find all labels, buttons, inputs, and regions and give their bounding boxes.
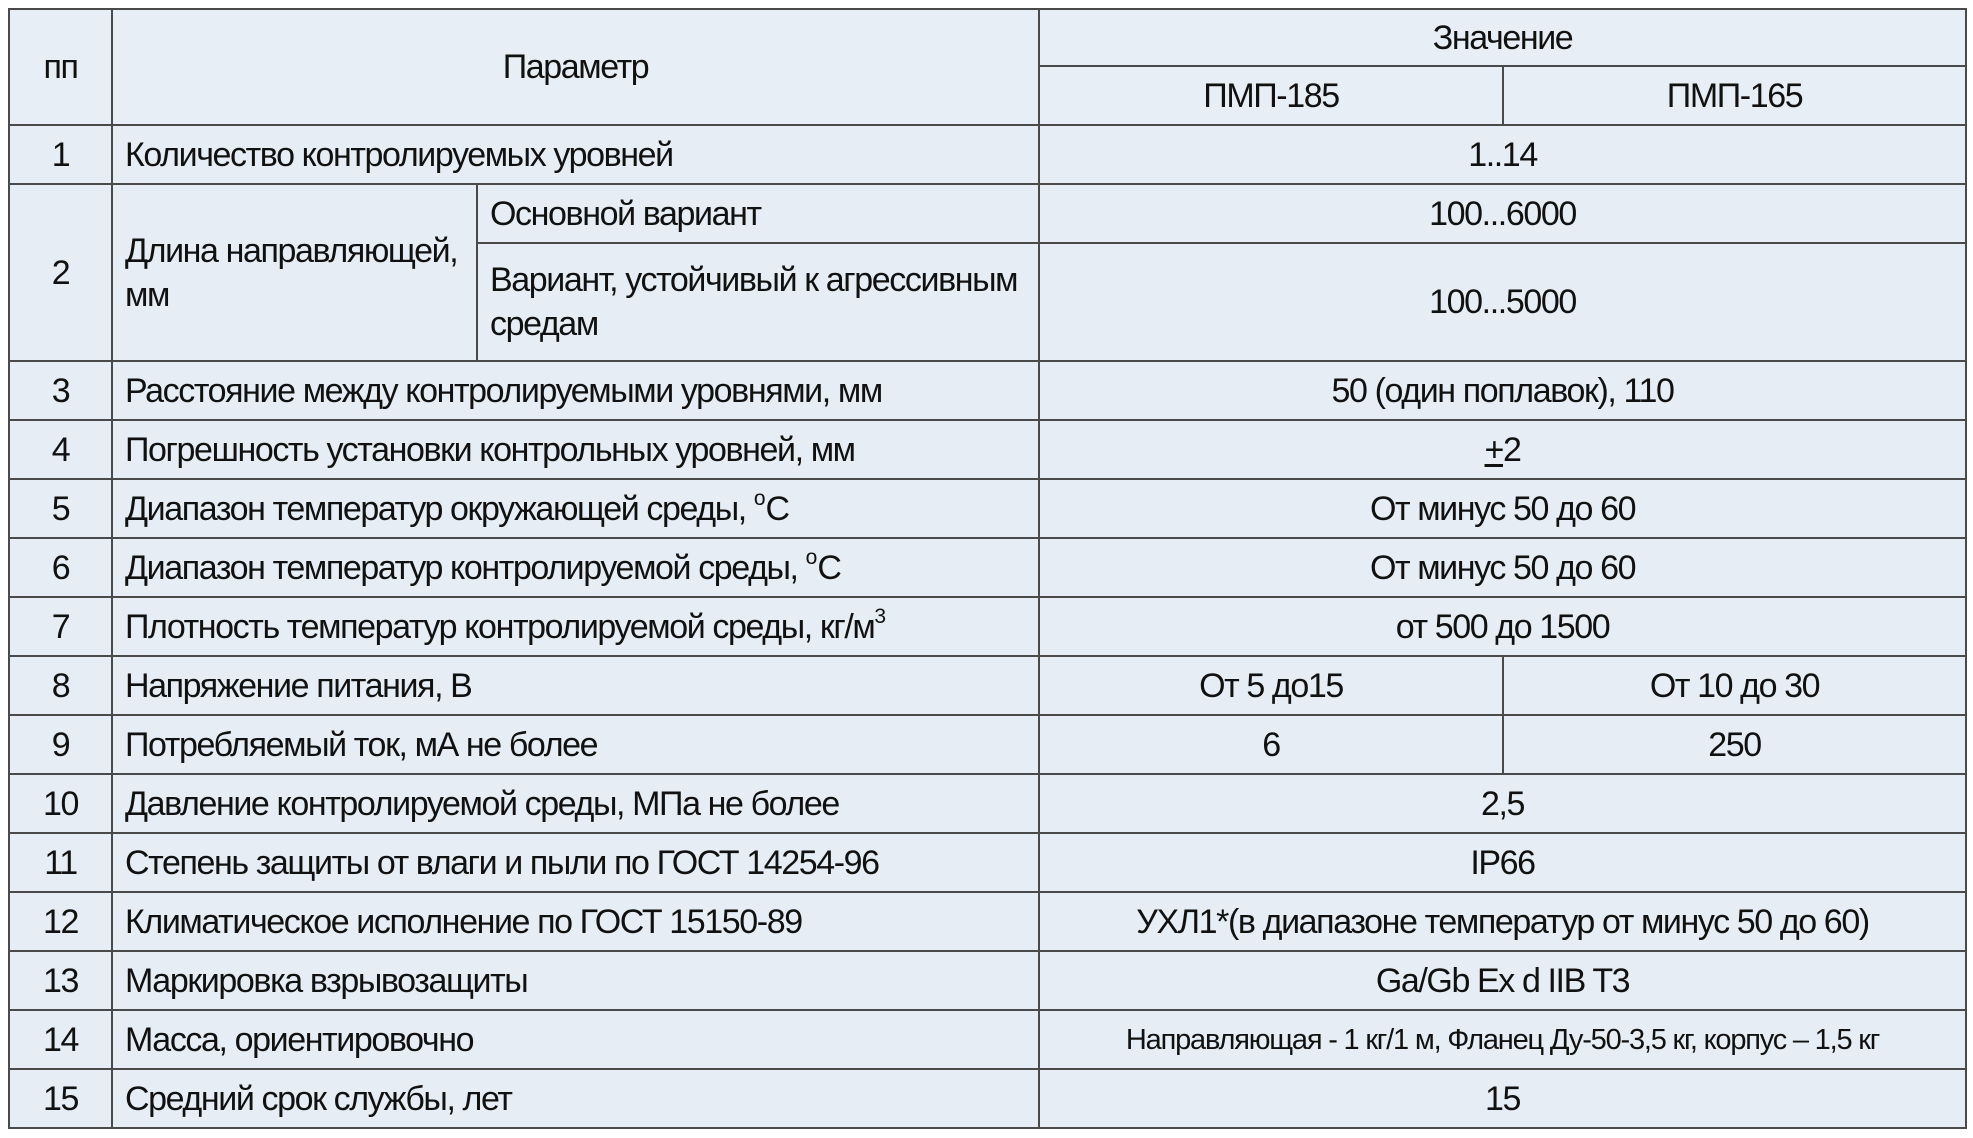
- row-number: 7: [9, 597, 112, 656]
- row-parameter: Средний срок службы, лет: [112, 1069, 1039, 1128]
- row-parameter: Маркировка взрывозащиты: [112, 951, 1039, 1010]
- row-parameter-unit: С: [817, 548, 841, 587]
- row-parameter: Масса, ориентировочно: [112, 1010, 1039, 1069]
- row-parameter-text: Плотность температур контролируемой среды, кг/м: [125, 607, 875, 646]
- row-value: 50 (один поплавок), 110: [1039, 361, 1966, 420]
- row-value: От минус 50 до 60: [1039, 538, 1966, 597]
- row-value: [1039, 420, 1966, 479]
- row-value-pmp-165: От 10 до 30: [1503, 656, 1966, 715]
- row-parameter: Длина направляющей, мм: [112, 184, 477, 361]
- row-number: 1: [9, 125, 112, 184]
- row-value: От минус 50 до 60: [1039, 479, 1966, 538]
- row-number: 15: [9, 1069, 112, 1128]
- table-row: [9, 479, 1966, 538]
- table-row: [9, 774, 1966, 833]
- table-row: [9, 361, 1966, 420]
- row-parameter: Количество контролируемых уровней: [112, 125, 1039, 184]
- row-value-pmp-185: От 5 до15: [1039, 656, 1503, 715]
- row-value: от 500 до 1500: [1039, 597, 1966, 656]
- row-subparameter: Вариант, устойчивый к агрессивным средам: [477, 243, 1039, 361]
- table-row: [9, 951, 1966, 1010]
- header-number: пп: [9, 9, 112, 125]
- row-parameter: [112, 479, 1039, 538]
- table-row: [9, 1010, 1966, 1069]
- header-value: Значение: [1039, 9, 1966, 66]
- table-row: [9, 420, 1966, 479]
- row-number: 12: [9, 892, 112, 951]
- row-subparameter: Основной вариант: [477, 184, 1039, 243]
- row-value-number: 2: [1503, 430, 1521, 469]
- row-number: 5: [9, 479, 112, 538]
- row-parameter: Потребляемый ток, мА не более: [112, 715, 1039, 774]
- row-parameter: Напряжение питания, В: [112, 656, 1039, 715]
- row-parameter: [112, 597, 1039, 656]
- row-parameter: Давление контролируемой среды, МПа не более: [112, 774, 1039, 833]
- row-value: Ga/Gb Ex d IIB T3: [1039, 951, 1966, 1010]
- table-row: [9, 538, 1966, 597]
- row-number: 14: [9, 1010, 112, 1069]
- row-number: 3: [9, 361, 112, 420]
- row-parameter: [112, 538, 1039, 597]
- row-number: 4: [9, 420, 112, 479]
- row-number: 6: [9, 538, 112, 597]
- row-number: 2: [9, 184, 112, 361]
- header-model-pmp-185: ПМП-185: [1039, 66, 1503, 125]
- table-row: [9, 184, 1966, 243]
- row-parameter: Степень защиты от влаги и пыли по ГОСТ 14254-96: [112, 833, 1039, 892]
- degree-superscript: o: [753, 486, 766, 510]
- header-row: [9, 9, 1966, 66]
- table-row: [9, 125, 1966, 184]
- row-value-pmp-165: 250: [1503, 715, 1966, 774]
- row-value-pmp-185: 6: [1039, 715, 1503, 774]
- row-number: 11: [9, 833, 112, 892]
- row-number: 10: [9, 774, 112, 833]
- table-row: [9, 656, 1966, 715]
- cubic-superscript: 3: [874, 604, 887, 628]
- row-number: 8: [9, 656, 112, 715]
- row-value: Направляющая - 1 кг/1 м, Фланец Ду-50-3,5 кг, корпус – 1,5 кг: [1039, 1010, 1966, 1069]
- table-row: [9, 597, 1966, 656]
- row-value: 2,5: [1039, 774, 1966, 833]
- row-parameter-text: Диапазон температур контролируемой среды,: [125, 548, 806, 587]
- row-value: 100...5000: [1039, 243, 1966, 361]
- table-row: [9, 1069, 1966, 1128]
- plus-minus-sign: +: [1484, 430, 1503, 469]
- row-parameter: Расстояние между контролируемыми уровнями, мм: [112, 361, 1039, 420]
- header-parameter: Параметр: [112, 9, 1039, 125]
- header-model-pmp-165: ПМП-165: [1503, 66, 1966, 125]
- row-value: УХЛ1*(в диапазоне температур от минус 50 до 60): [1039, 892, 1966, 951]
- table-row: [9, 892, 1966, 951]
- degree-superscript: o: [805, 545, 818, 569]
- specifications-table: [8, 8, 1967, 1129]
- row-parameter-unit: С: [765, 489, 789, 528]
- row-value: 15: [1039, 1069, 1966, 1128]
- row-number: 9: [9, 715, 112, 774]
- table-row: [9, 715, 1966, 774]
- table-row: [9, 833, 1966, 892]
- row-value: 100...6000: [1039, 184, 1966, 243]
- row-parameter: Погрешность установки контрольных уровней, мм: [112, 420, 1039, 479]
- row-parameter: Климатическое исполнение по ГОСТ 15150-89: [112, 892, 1039, 951]
- row-value: IP66: [1039, 833, 1966, 892]
- row-parameter-text: Диапазон температур окружающей среды,: [125, 489, 754, 528]
- row-number: 13: [9, 951, 112, 1010]
- row-value: 1..14: [1039, 125, 1966, 184]
